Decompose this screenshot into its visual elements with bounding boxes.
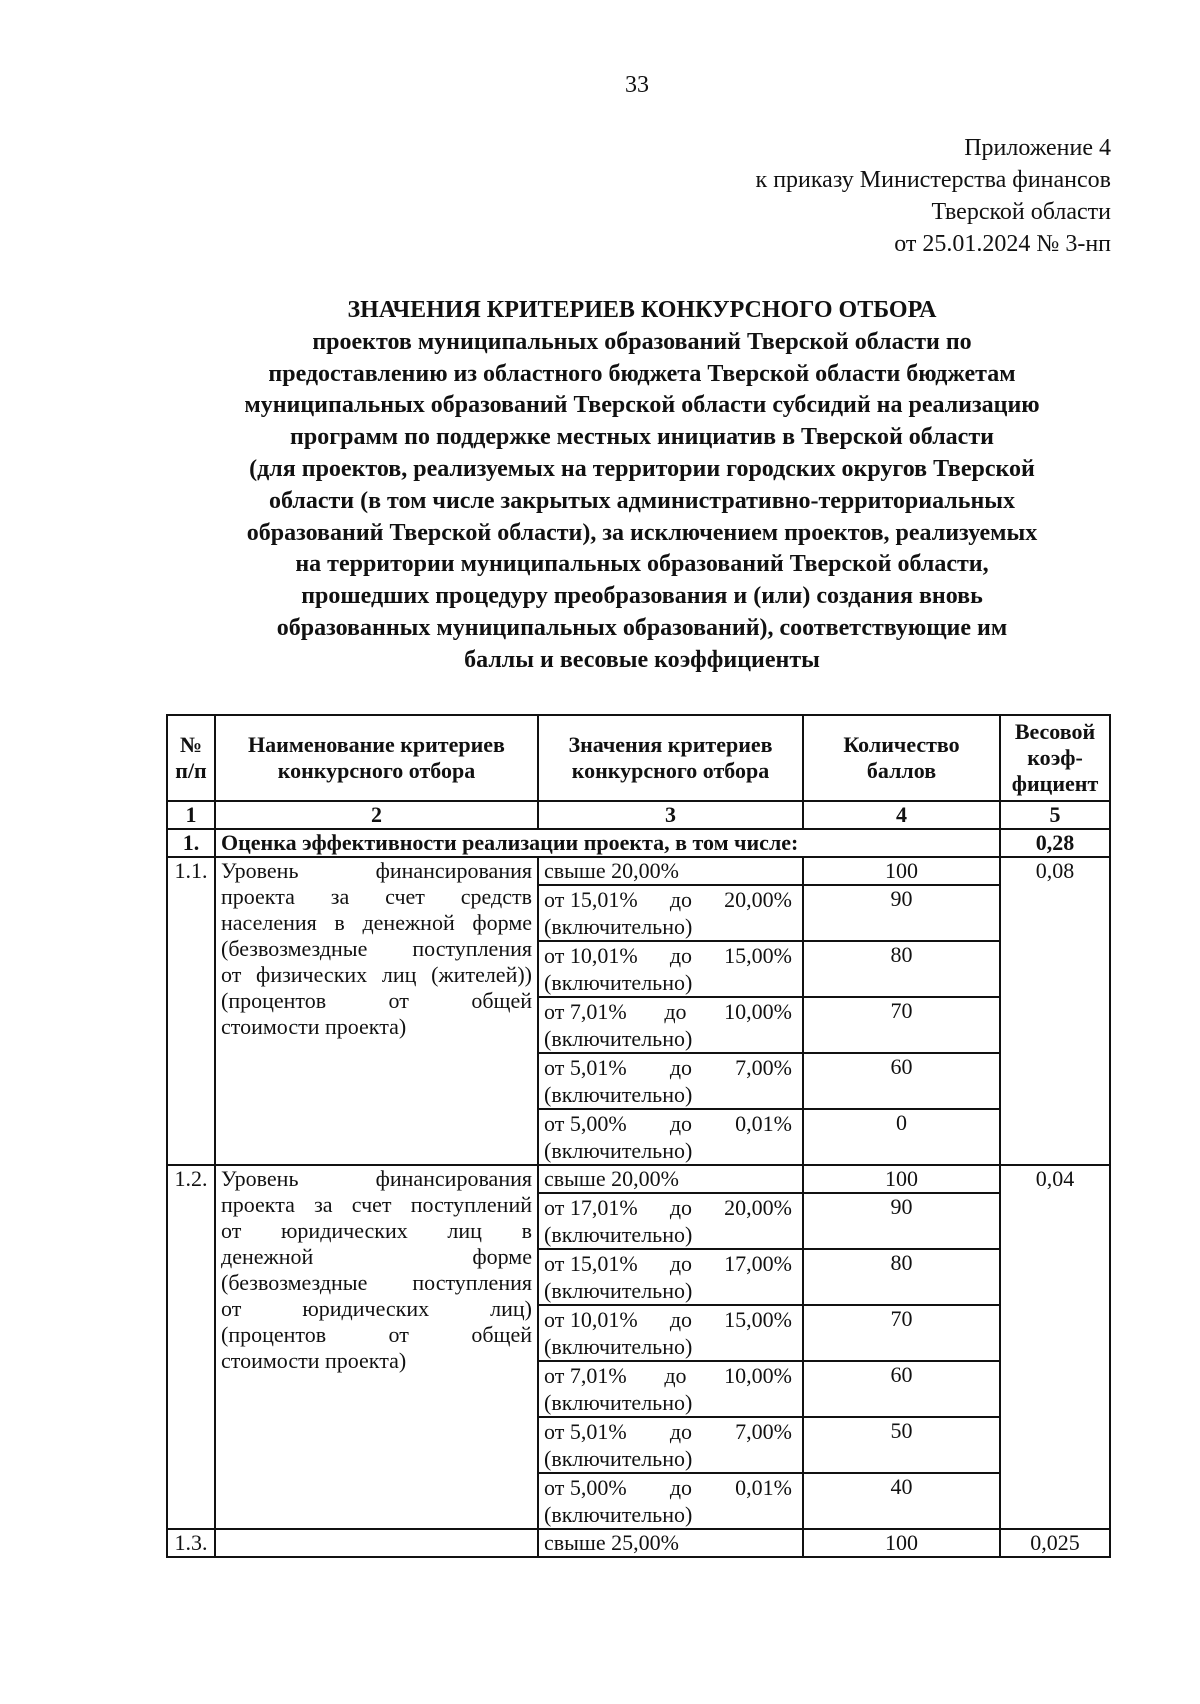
- appendix-line: к приказу Министерства финансов: [755, 167, 1111, 193]
- appendix-line: от 25.01.2024 № 3-нп: [894, 231, 1111, 257]
- header-score: Количество баллов: [803, 715, 1000, 801]
- value-tail: (включительно): [544, 914, 693, 939]
- criterion-score: 40: [803, 1473, 1000, 1529]
- appendix-line: Приложение 4: [964, 135, 1111, 161]
- criterion-value: свыше 20,00%: [538, 857, 803, 885]
- header-weight: Весовой коэф-фициент: [1000, 715, 1110, 801]
- value-tail: (включительно): [544, 1446, 693, 1471]
- title-main: ЗНАЧЕНИЯ КРИТЕРИЕВ КОНКУРСНОГО ОТБОРА: [347, 297, 937, 323]
- column-index: 3: [538, 801, 803, 829]
- value-to: 15,00%: [724, 943, 792, 968]
- criterion-score: 80: [803, 1249, 1000, 1305]
- value-from: от 5,00%: [544, 1111, 627, 1136]
- value-mid: до: [664, 999, 687, 1024]
- value-from: от 15,01%: [544, 887, 638, 912]
- criterion-name-line: (безвозмездные поступления: [221, 1270, 532, 1295]
- value-mid: до: [669, 1475, 693, 1500]
- value-to: 10,00%: [724, 999, 792, 1024]
- criterion-value: [538, 1417, 803, 1473]
- criterion-value: [538, 1109, 803, 1165]
- value-to: 7,00%: [735, 1419, 792, 1444]
- criterion-name-line: Уровень финансирования: [221, 858, 532, 883]
- criterion-name-line: (процентов от общей: [221, 988, 532, 1013]
- criterion-value: [538, 997, 803, 1053]
- value-mid: до: [669, 1055, 693, 1080]
- value-tail: (включительно): [544, 970, 693, 995]
- criterion-score: 0: [803, 1109, 1000, 1165]
- value-mid: до: [669, 1307, 693, 1332]
- value-to: 0,01%: [735, 1111, 792, 1136]
- appendix-line: Тверской области: [931, 199, 1111, 225]
- title-line: образований Тверской области), за исключением проектов, реализуемых: [246, 519, 1038, 546]
- criterion-name-line: проекта за счет поступлений: [221, 1192, 532, 1217]
- criterion-score: 60: [803, 1053, 1000, 1109]
- criterion-name-line: от физических лиц (жителей)): [221, 962, 532, 987]
- criterion-name-line: стоимости проекта): [221, 1014, 407, 1039]
- value-tail: (включительно): [544, 1082, 693, 1107]
- criterion-value: [538, 1305, 803, 1361]
- criterion-score: 70: [803, 1305, 1000, 1361]
- value-tail: (включительно): [544, 1026, 693, 1051]
- title-line: прошедших процедуру преобразования и (или) создания вновь: [301, 583, 983, 610]
- header-num: № п/п: [167, 715, 215, 801]
- table-row: [167, 1165, 1110, 1193]
- column-index: 4: [803, 801, 1000, 829]
- criterion-value: [538, 941, 803, 997]
- title-line: муниципальных образований Тверской области субсидий на реализацию: [244, 392, 1040, 419]
- column-index-row: [167, 801, 1110, 829]
- criterion-score: 60: [803, 1361, 1000, 1417]
- table-row: [167, 1529, 1110, 1557]
- value-to: 15,00%: [724, 1307, 792, 1332]
- document-title: [140, 295, 1144, 677]
- value-tail: (включительно): [544, 1138, 693, 1163]
- criterion-num: 1.1.: [167, 857, 215, 1165]
- value-mid: до: [669, 1419, 693, 1444]
- title-line: предоставлению из областного бюджета Тверской области бюджетам: [268, 360, 1016, 387]
- value-from: от 5,01%: [544, 1055, 627, 1080]
- appendix-block: [756, 132, 1111, 260]
- criterion-value: [538, 1249, 803, 1305]
- criterion-score: 90: [803, 885, 1000, 941]
- section-name: Оценка эффективности реализации проекта, в том числе:: [215, 829, 1000, 857]
- value-tail: (включительно): [544, 1334, 693, 1359]
- title-line: (для проектов, реализуемых на территории городских округов Тверской: [249, 455, 1035, 482]
- criterion-name-line: денежной форме: [221, 1244, 532, 1269]
- criterion-value: [538, 1361, 803, 1417]
- title-line: на территории муниципальных образований Тверской области,: [295, 551, 989, 578]
- criterion-value: [538, 1193, 803, 1249]
- criterion-value: [538, 885, 803, 941]
- value-to: 7,00%: [735, 1055, 792, 1080]
- criterion-value: свыше 25,00%: [538, 1529, 803, 1557]
- column-index: 2: [215, 801, 538, 829]
- value-from: от 7,01%: [544, 999, 627, 1024]
- page-number: 33: [625, 72, 649, 98]
- criterion-name: [215, 1165, 538, 1529]
- value-to: 20,00%: [724, 887, 792, 912]
- value-to: 17,00%: [724, 1251, 792, 1276]
- criterion-score: 80: [803, 941, 1000, 997]
- criterion-weight: 0,04: [1000, 1165, 1110, 1529]
- value-from: от 5,01%: [544, 1419, 627, 1444]
- criterion-score: 90: [803, 1193, 1000, 1249]
- title-line: проектов муниципальных образований Тверской области по: [312, 328, 972, 355]
- criterion-weight: 0,08: [1000, 857, 1110, 1165]
- section-row: [167, 829, 1110, 857]
- section-weight: 0,28: [1000, 829, 1110, 857]
- column-index: 5: [1000, 801, 1110, 829]
- criterion-value: [538, 1473, 803, 1529]
- criterion-name-line: от юридических лиц в: [221, 1218, 532, 1243]
- criterion-score: 70: [803, 997, 1000, 1053]
- criterion-weight: 0,025: [1000, 1529, 1110, 1557]
- header-name: Наименование критериев конкурсного отбора: [215, 715, 538, 801]
- value-from: от 15,01%: [544, 1251, 638, 1276]
- value-mid: до: [664, 1363, 687, 1388]
- value-mid: до: [669, 887, 693, 912]
- value-to: 20,00%: [724, 1195, 792, 1220]
- value-tail: (включительно): [544, 1278, 693, 1303]
- criterion-value: свыше 20,00%: [538, 1165, 803, 1193]
- criterion-name-line: (процентов от общей: [221, 1322, 532, 1347]
- criterion-num: 1.2.: [167, 1165, 215, 1529]
- value-tail: (включительно): [544, 1390, 693, 1415]
- criterion-name: [215, 857, 538, 1165]
- value-from: от 17,01%: [544, 1195, 638, 1220]
- title-line: программ по поддержке местных инициатив в Тверской области: [290, 424, 994, 451]
- criterion-num: 1.3.: [167, 1529, 215, 1557]
- value-from: от 7,01%: [544, 1363, 627, 1388]
- criterion-name-line: (безвозмездные поступления: [221, 936, 532, 961]
- section-num: 1.: [167, 829, 215, 857]
- value-mid: до: [669, 943, 693, 968]
- value-mid: до: [669, 1111, 693, 1136]
- title-line: области (в том числе закрытых административно-территориальных: [268, 487, 1016, 514]
- value-from: от 10,01%: [544, 943, 638, 968]
- table-header-row: [167, 715, 1110, 801]
- criterion-score: 100: [803, 1529, 1000, 1557]
- criterion-name-line: от юридических лиц): [221, 1296, 532, 1321]
- value-tail: (включительно): [544, 1502, 693, 1527]
- header-value: Значения критериев конкурсного отбора: [538, 715, 803, 801]
- column-index: 1: [167, 801, 215, 829]
- criterion-score: 100: [803, 857, 1000, 885]
- criterion-name-line: стоимости проекта): [221, 1348, 407, 1373]
- criterion-name-line: Уровень финансирования: [221, 1166, 532, 1191]
- criteria-table: [166, 714, 1111, 1558]
- value-mid: до: [669, 1251, 693, 1276]
- criterion-value: [538, 1053, 803, 1109]
- value-from: от 10,01%: [544, 1307, 638, 1332]
- criterion-name-line: населения в денежной форме: [221, 910, 532, 935]
- criterion-score: 100: [803, 1165, 1000, 1193]
- value-to: 0,01%: [735, 1475, 792, 1500]
- value-tail: (включительно): [544, 1222, 693, 1247]
- criterion-score: 50: [803, 1417, 1000, 1473]
- value-to: 10,00%: [724, 1363, 792, 1388]
- value-from: от 5,00%: [544, 1475, 627, 1500]
- table-row: [167, 857, 1110, 885]
- criterion-name-line: проекта за счет средств: [221, 884, 532, 909]
- title-line: баллы и весовые коэффициенты: [464, 646, 820, 673]
- value-mid: до: [669, 1195, 693, 1220]
- title-line: образованных муниципальных образований), соответствующие им: [276, 614, 1008, 641]
- criterion-name: [215, 1529, 538, 1557]
